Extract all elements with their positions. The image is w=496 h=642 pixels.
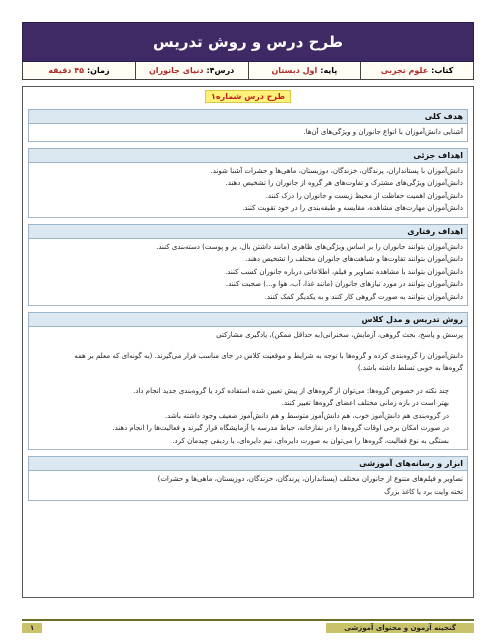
lesson-label: درس۴: [206,66,235,75]
list-item: • در صورت امکان برخی اوقات گروه‌ها را در نمازخانه، حیاط مدرسه یا آزمایشگاه قرار گیرند و فعالیت‌ها را انجام دهند. [33,422,449,435]
page-number: ۱ [22,623,42,633]
tools-line: تصاویر و فیلم‌های متنوع از جانوران مختلف (پستانداران، پرندگان، خزندگان، دوزیستان، ماهی‌ها و حشرات) [157,475,463,483]
tools-body [29,471,467,500]
teaching-method-body [29,327,467,449]
grade-value: اول دبستان [271,66,318,75]
general-goal-line: آشنایی دانش‌آموزان با انواع جانوران و ویژگی‌های آن‌ها. [303,128,463,136]
page-title: طرح درس و روش تدریس [22,22,474,62]
teaching-method-section [28,312,468,450]
behavioral-goal-line: دانش‌آموزان بتوانند با مشاهده تصاویر و فیلم، اطلاعاتی درباره جانوران کسب کنند. [224,267,463,276]
time-value: ۴۵ دقیقه [48,66,84,75]
method-paragraph: دانش‌آموزان را گروه‌بندی کرده و گروه‌ها با توجه به شرایط و موقعیت کلاس در جای مناسب قرار می‌گیرند. (به گونه‌ای که معلم بر همه [74,351,463,360]
partial-goal-line: دانش‌آموزان مهارت‌های مشاهده، مقایسه و طبقه‌بندی را در خود تقویت کنند. [242,204,463,212]
method-intro: پرسش و پاسخ، بحث گروهی، آزمایش، سخنرانی(به حداقل ممکن)، یادگیری مشارکتی [216,331,463,339]
lesson-cell [135,62,248,79]
lesson-plan-page [22,22,474,604]
general-goal-heading: هدف کلی [29,110,467,124]
time-label: زمان: [86,66,110,75]
time-cell [23,62,135,79]
grade-label: پایه: [320,66,338,75]
lesson-value: دنیای جانوران [148,66,204,75]
general-goal-section [28,109,468,142]
behavioral-goal-line: دانش‌آموزان بتوانند در مورد نیازهای جانوران (مانند غذا، آب، هوا و...) صحبت کنند. [225,280,463,288]
plan-number-badge [28,90,468,103]
behavioral-goal-line: دانش‌آموزان بتوانند به صورت گروهی کار کنند و به یکدیگر کمک کنند. [264,292,463,301]
grade-cell [248,62,361,79]
partial-goal-line: دانش‌آموزان اهمیت حفاظت از محیط زیست و جانوران را درک کنند. [265,191,463,200]
behavioral-goals-body [29,239,467,306]
footer-brand: گنجینه آزمون و محتوای آموزشی [326,623,474,633]
book-value: علوم تجربی [380,66,429,75]
list-item: • در گروه‌بندی هم دانش‌آموز خوب، هم دانش‌آموز متوسط و هم دانش‌آموز ضعیف وجود داشته باشد. [33,410,449,423]
teaching-method-heading: روش تدریس و مدل کلاس [29,313,467,327]
behavioral-goal-line: دانش‌آموزان بتوانند جانوران را بر اساس ویژگی‌های ظاهری (مانند داشتن بال، پر و پوست) دسته‌بندی کنند. [156,242,463,251]
partial-goal-line: دانش‌آموزان با پستانداران، پرندگان، خزندگان، دوزیستان، ماهی‌ها و حشرات آشنا شوند. [210,166,463,175]
behavioral-goals-heading: اهداف رفتاری [29,225,467,239]
method-paragraph: گروه‌ها به خوبی تسلط داشته باشد.) [357,364,463,372]
behavioral-goal-line: دانش‌آموزان بتوانند تفاوت‌ها و شباهت‌های جانوران مختلف را تشخیص دهند. [245,255,463,263]
method-bullet-list [33,385,463,448]
book-label: کتاب: [431,66,454,75]
lesson-plan-body [22,86,474,598]
tools-heading: ابزار و رسانه‌های آموزشی [29,457,467,471]
tools-section [28,456,468,501]
general-goal-body [29,124,467,141]
partial-goals-body [29,163,467,217]
course-info-bar [22,62,474,80]
partial-goals-section [28,148,468,218]
page-footer [22,619,474,634]
partial-goals-heading: اهداف جزئی [29,149,467,163]
book-cell [360,62,473,79]
partial-goal-line: دانش‌آموزان ویژگی‌های مشترک و تفاوت‌های هر گروه از جانوران را تشخیص دهند. [225,179,463,187]
behavioral-goals-section [28,224,468,307]
plan-number-label: طرح درس شماره۱ [205,90,291,103]
list-item: • بستگی به نوع فعالیت، گروه‌ها را می‌توان به صورت دایره‌ای، نیم دایره‌ای، یا ردیفی چیدمان کرد. [33,435,449,448]
list-item: • چند نکته در خصوص گروه‌ها: می‌توان از گروه‌های از پیش تعیین شده استفاده کرد یا گروه‌بندی جدید انجام داد. [33,385,449,398]
tools-line: تخته وایت برد یا کاغذ بزرگ [384,487,463,496]
list-item: • بهتر است در بازه زمانی مختلف اعضای گروه‌ها تغییر کنند. [33,397,449,410]
